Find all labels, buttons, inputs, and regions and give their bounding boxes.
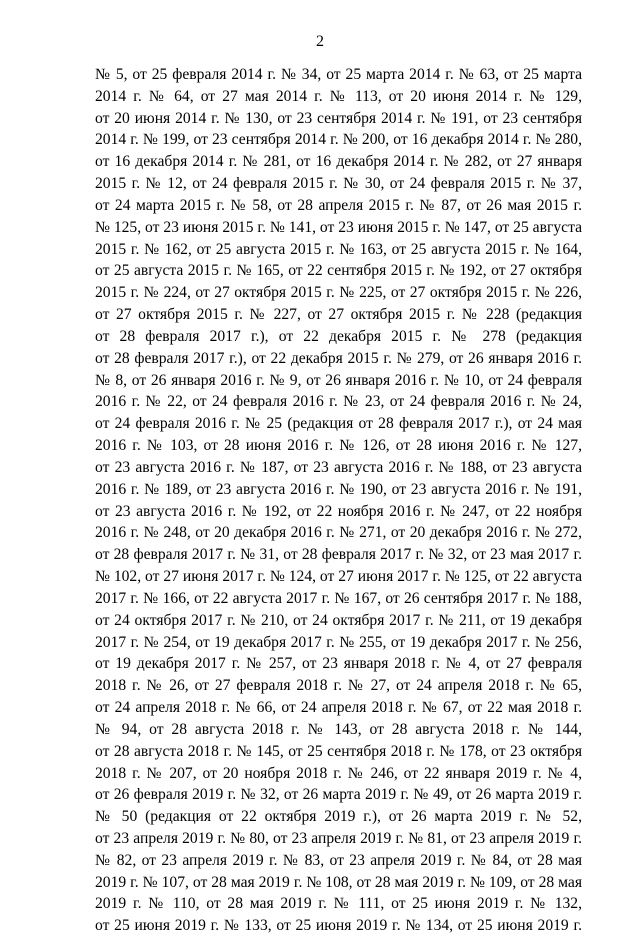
text-line: от 23 августа 2016 г. № 192, от 22 ноября 2016 г. № 247, от 22 ноября xyxy=(95,502,582,520)
text-line: от 16 декабря 2014 г. № 281, от 16 декабря 2014 г. № 282, от 27 января xyxy=(95,153,582,171)
text-line: 2015 г. № 224, от 27 октября 2015 г. № 225, от 27 октября 2015 г. № 226, xyxy=(95,284,582,302)
document-body-text xyxy=(95,64,582,937)
text-line: № 94, от 28 августа 2018 г. № 143, от 28 августа 2018 г. № 144, xyxy=(95,720,582,738)
text-line: от 25 августа 2015 г. № 165, от 22 сентября 2015 г. № 192, от 27 октября xyxy=(95,262,582,280)
text-line: от 24 февраля 2016 г. № 25 (редакция от 28 февраля 2017 г.), от 24 мая xyxy=(95,415,582,433)
text-line: № 8, от 26 января 2016 г. № 9, от 26 января 2016 г. № 10, от 24 февраля xyxy=(95,371,582,389)
text-line: 2015 г. № 162, от 25 августа 2015 г. № 163, от 25 августа 2015 г. № 164, xyxy=(95,240,582,258)
text-line: от 23 августа 2016 г. № 187, от 23 августа 2016 г. № 188, от 23 августа xyxy=(95,458,582,476)
text-line: 2016 г. № 189, от 23 августа 2016 г. № 190, от 23 августа 2016 г. № 191, xyxy=(95,480,582,498)
text-line: № 50 (редакция от 22 октября 2019 г.), от 26 марта 2019 г. № 52, xyxy=(95,808,582,826)
text-line: от 27 октября 2015 г. № 227, от 27 октября 2015 г. № 228 (редакция xyxy=(95,306,582,324)
text-line: от 28 февраля 2017 г.), от 22 декабря 2015 г. № 279, от 26 января 2016 г. xyxy=(95,349,582,367)
text-line: от 20 июня 2014 г. № 130, от 23 сентября 2014 г. № 191, от 23 сентября xyxy=(95,109,582,127)
text-line: 2019 г. № 110, от 28 мая 2019 г. № 111, от 25 июня 2019 г. № 132, xyxy=(95,895,582,913)
text-line: 2018 г. № 26, от 27 февраля 2018 г. № 27, от 24 апреля 2018 г. № 65, xyxy=(95,677,582,695)
text-line: № 82, от 23 апреля 2019 г. № 83, от 23 апреля 2019 г. № 84, от 28 мая xyxy=(95,851,582,869)
text-line: 2016 г. № 103, от 28 июня 2016 г. № 126, от 28 июня 2016 г. № 127, xyxy=(95,437,582,455)
text-line: от 23 апреля 2019 г. № 80, от 23 апреля 2019 г. № 81, от 23 апреля 2019 г. xyxy=(95,829,582,847)
text-line: 2018 г. № 207, от 20 ноября 2018 г. № 246, от 22 января 2019 г. № 4, xyxy=(95,764,582,782)
text-line: 2015 г. № 12, от 24 февраля 2015 г. № 30, от 24 февраля 2015 г. № 37, xyxy=(95,175,582,193)
text-line: 2014 г. № 64, от 27 мая 2014 г. № 113, от 20 июня 2014 г. № 129, xyxy=(95,87,582,105)
text-line: от 19 декабря 2017 г. № 257, от 23 января 2018 г. № 4, от 27 февраля xyxy=(95,655,582,673)
text-line: № 5, от 25 февраля 2014 г. № 34, от 25 марта 2014 г. № 63, от 25 марта xyxy=(95,66,582,83)
text-line: № 102, от 27 июня 2017 г. № 124, от 27 июня 2017 г. № 125, от 22 августа xyxy=(95,568,582,586)
text-line: от 28 февраля 2017 г. № 31, от 28 февраля 2017 г. № 32, от 23 мая 2017 г. xyxy=(95,546,582,564)
text-line: № 125, от 23 июня 2015 г. № 141, от 23 июня 2015 г. № 147, от 25 августа xyxy=(95,218,582,236)
text-line: 2016 г. № 248, от 20 декабря 2016 г. № 271, от 20 декабря 2016 г. № 272, xyxy=(95,524,582,542)
text-line: 2017 г. № 254, от 19 декабря 2017 г. № 255, от 19 декабря 2017 г. № 256, xyxy=(95,633,582,651)
text-line: 2014 г. № 199, от 23 сентября 2014 г. № 200, от 16 декабря 2014 г. № 280, xyxy=(95,131,582,149)
text-line: от 25 июня 2019 г. № 133, от 25 июня 2019 г. № 134, от 25 июня 2019 г. xyxy=(95,917,582,935)
text-line: 2019 г. № 107, от 28 мая 2019 г. № 108, от 28 мая 2019 г. № 109, от 28 мая xyxy=(95,873,582,891)
text-line: 2016 г. № 22, от 24 февраля 2016 г. № 23, от 24 февраля 2016 г. № 24, xyxy=(95,393,582,411)
text-line: от 24 апреля 2018 г. № 66, от 24 апреля 2018 г. № 67, от 22 мая 2018 г. xyxy=(95,699,582,717)
text-line: от 28 февраля 2017 г.), от 22 декабря 2015 г. № 278 (редакция xyxy=(95,327,582,345)
page-number: 2 xyxy=(316,33,324,50)
text-line: от 26 февраля 2019 г. № 32, от 26 марта 2019 г. № 49, от 26 марта 2019 г. xyxy=(95,786,582,804)
text-line: от 24 марта 2015 г. № 58, от 28 апреля 2015 г. № 87, от 26 мая 2015 г. xyxy=(95,196,582,214)
text-line: 2017 г. № 166, от 22 августа 2017 г. № 167, от 26 сентября 2017 г. № 188, xyxy=(95,589,582,607)
text-line: от 28 августа 2018 г. № 145, от 25 сентября 2018 г. № 178, от 23 октября xyxy=(95,742,582,760)
text-line: от 24 октября 2017 г. № 210, от 24 октября 2017 г. № 211, от 19 декабря xyxy=(95,611,582,629)
